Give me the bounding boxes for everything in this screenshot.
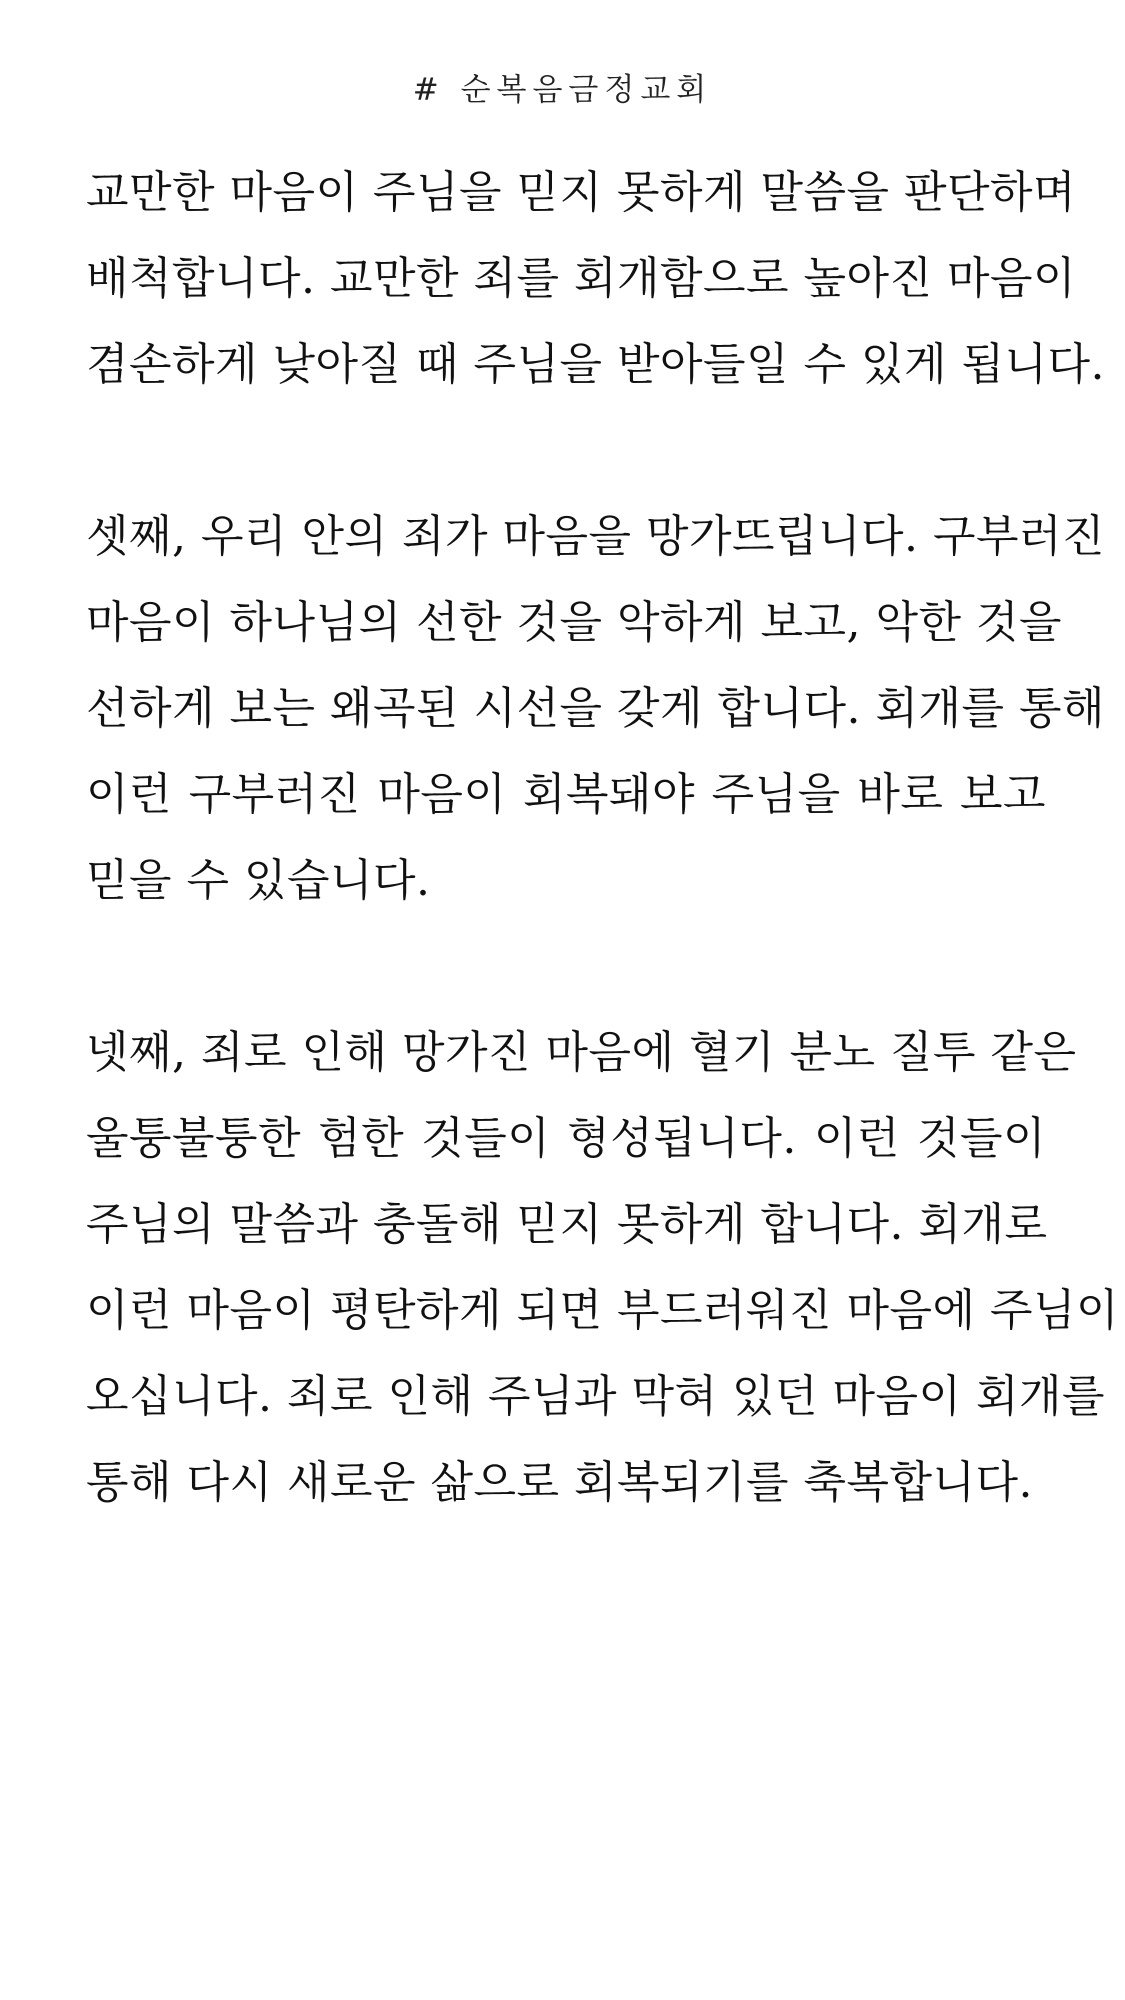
church-hashtag: # 순복음금정교회 [412,72,713,108]
text-line: 넷째, 죄로 인해 망가진 마음에 혈기 분노 질투 같은 [86,1027,1077,1078]
text-line: 셋째, 우리 안의 죄가 마음을 망가뜨립니다. 구부러진 [86,511,1105,562]
text-line: 배척합니다. 교만한 죄를 회개함으로 높아진 마음이 [86,253,1076,304]
text-line: 선하게 보는 왜곡된 시선을 갖게 합니다. 회개를 통해 [86,683,1105,734]
text-line: 통해 다시 새로운 삶으로 회복되기를 축복합니다. [86,1457,1033,1508]
paragraph-1 [86,150,1105,408]
text-line: 마음이 하나님의 선한 것을 악하게 보고, 악한 것을 [86,597,1062,648]
text-line: 주님의 말씀과 충돌해 믿지 못하게 합니다. 회개로 [86,1199,1048,1250]
text-line: 이런 구부러진 마음이 회복돼야 주님을 바로 보고 [86,769,1046,820]
paragraph-3 [86,1010,1120,1526]
text-line: 겸손하게 낮아질 때 주님을 받아들일 수 있게 됩니다. [86,339,1105,390]
text-line: 믿을 수 있습니다. [86,855,431,906]
sermon-text [86,150,1120,1612]
paragraph-2 [86,494,1105,924]
text-line: 오십니다. 죄로 인해 주님과 막혀 있던 마음이 회개를 [86,1371,1105,1422]
text-line: 이런 마음이 평탄하게 되면 부드러워진 마음에 주님이 [86,1285,1120,1336]
text-line: 울퉁불퉁한 험한 것들이 형성됩니다. 이런 것들이 [86,1113,1046,1164]
text-line: 교만한 마음이 주님을 믿지 못하게 말씀을 판단하며 [86,167,1076,218]
